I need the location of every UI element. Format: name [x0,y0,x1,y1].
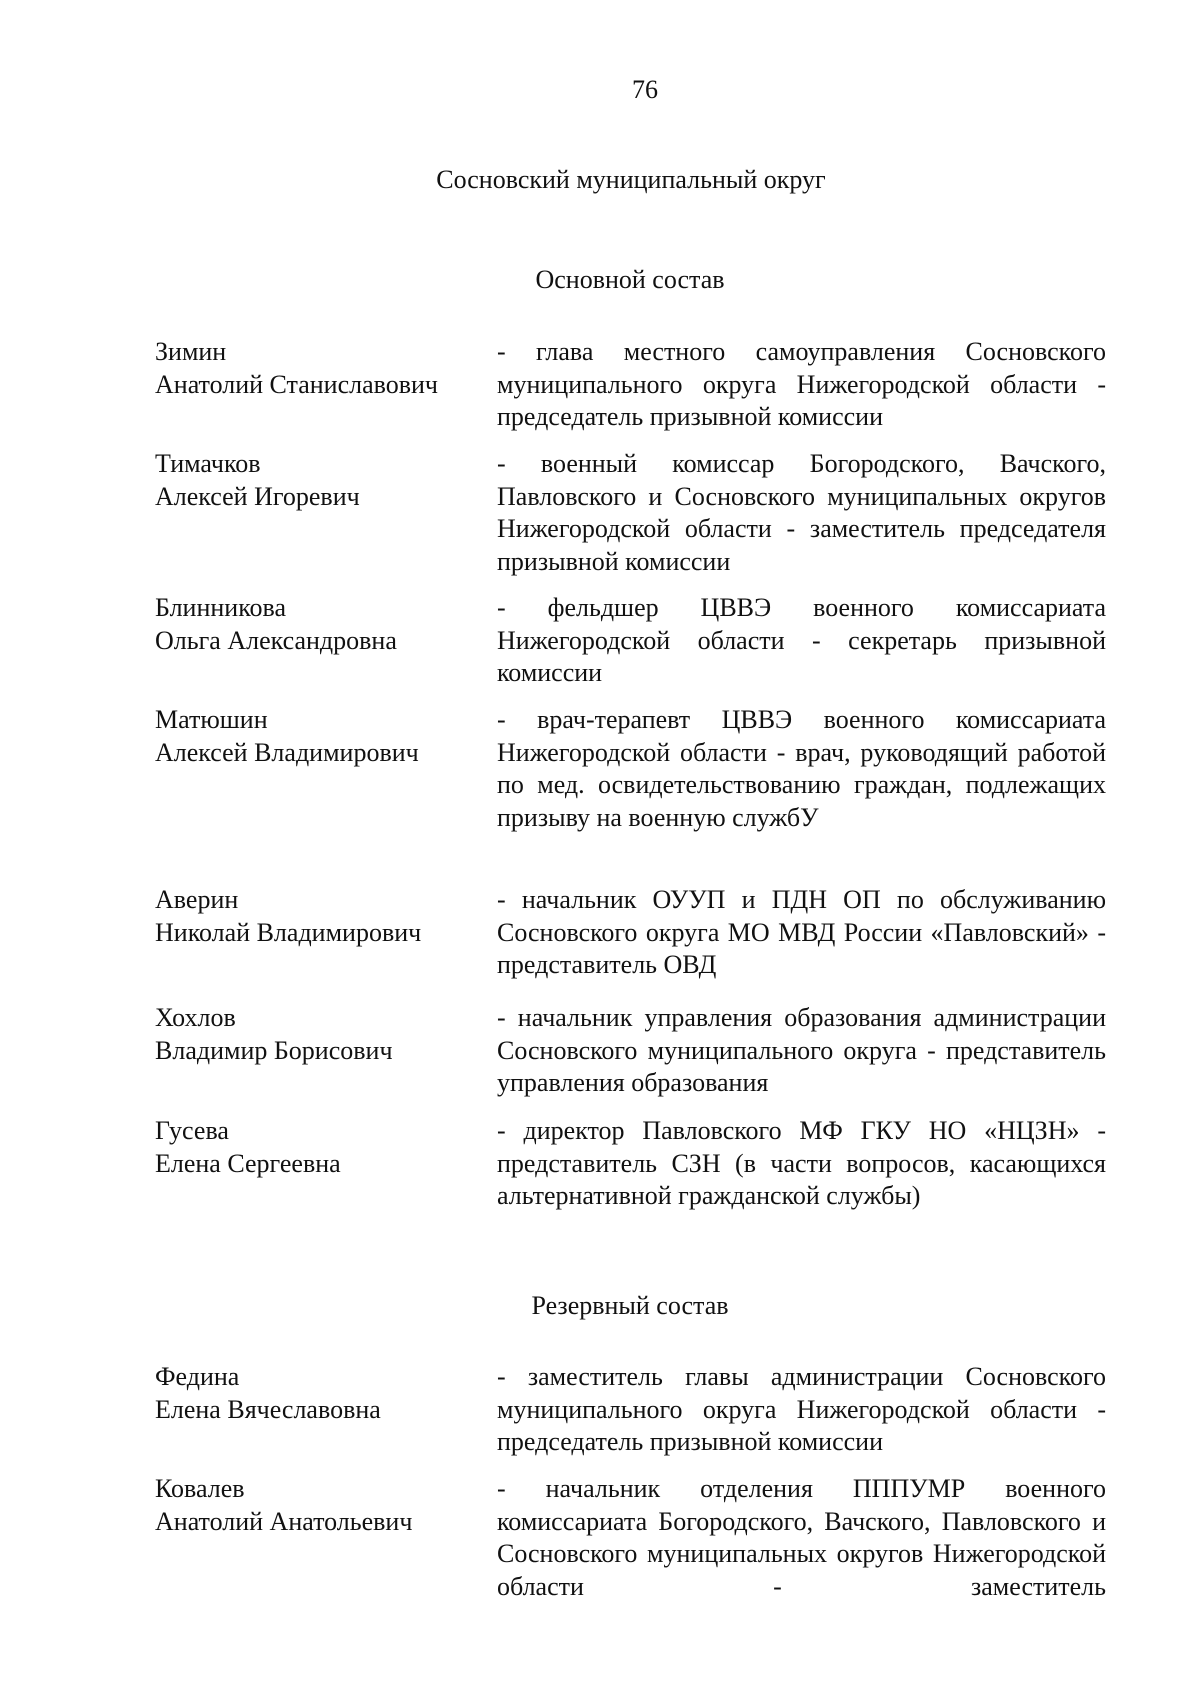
member-given-names: Алексей Владимирович [155,737,419,767]
member-name [155,1002,475,1067]
member-name [155,448,475,513]
member-name [155,704,475,769]
section-title-main: Основной состав [535,265,725,294]
section-title-reserve: Резервный состав [531,1291,729,1320]
page-number: 76 [632,75,658,104]
member-given-names: Анатолий Анатольевич [155,1506,413,1536]
member-name [155,336,475,401]
member-surname: Матюшин [155,705,268,734]
district-title: Сосновский муниципальный округ [436,165,826,194]
member-surname: Аверин [155,885,239,914]
member-role: - директор Павловского МФ ГКУ НО «НЦЗН» - представитель СЗН (в части вопросов, касающихся альтернативной гражданской службы) [497,1116,1106,1210]
member-given-names: Ольга Александровна [155,625,397,655]
member-given-names: Владимир Борисович [155,1035,393,1065]
member-given-names: Николай Владимирович [155,917,422,947]
member-name [155,592,475,657]
member-role: - глава местного самоуправления Сосновского муниципального округа Нижегородской области - председатель призывной комиссии [497,337,1106,431]
member-surname: Гусева [155,1116,229,1145]
member-role: - военный комиссар Богородского, Вачского, Павловского и Сосновского муниципальных округов Нижегородской области - заместитель председателя призывной комиссии [497,449,1106,576]
member-surname: Тимачков [155,449,261,478]
member-role: - врач-терапевт ЦВВЭ военного комиссариата Нижегородской области - врач, руководящий работой по мед. освидетельствованию граждан, подлежащих призыву на военную службУ [497,705,1106,832]
member-role: - фельдшер ЦВВЭ военного комиссариата Нижегородской области - секретарь призывной комиссии [497,593,1106,687]
member-given-names: Алексей Игоревич [155,481,360,511]
member-role: - начальник ОУУП и ПДН ОП по обслуживанию Сосновского округа МО МВД России «Павловский» - представитель ОВД [497,885,1106,979]
member-role: - начальник отделения ПППУМР военного комиссариата Богородского, Вачского, Павловского и Сосновского муниципальных округов Нижегородской области - заместитель [497,1474,1106,1601]
member-name [155,1361,475,1426]
member-surname: Блинникова [155,593,287,622]
member-name [155,884,475,949]
member-name [155,1473,475,1538]
member-given-names: Анатолий Станиславович [155,369,439,399]
member-given-names: Елена Сергеевна [155,1148,341,1178]
member-role: - начальник управления образования администрации Сосновского муниципального округа - представитель управления образования [497,1003,1106,1097]
member-given-names: Елена Вячеславовна [155,1394,381,1424]
member-surname: Федина [155,1362,240,1391]
member-surname: Хохлов [155,1003,236,1032]
member-surname: Ковалев [155,1474,245,1503]
member-role: - заместитель главы администрации Сосновского муниципального округа Нижегородской области - председатель призывной комиссии [497,1362,1106,1456]
member-name [155,1115,475,1180]
member-surname: Зимин [155,337,227,366]
